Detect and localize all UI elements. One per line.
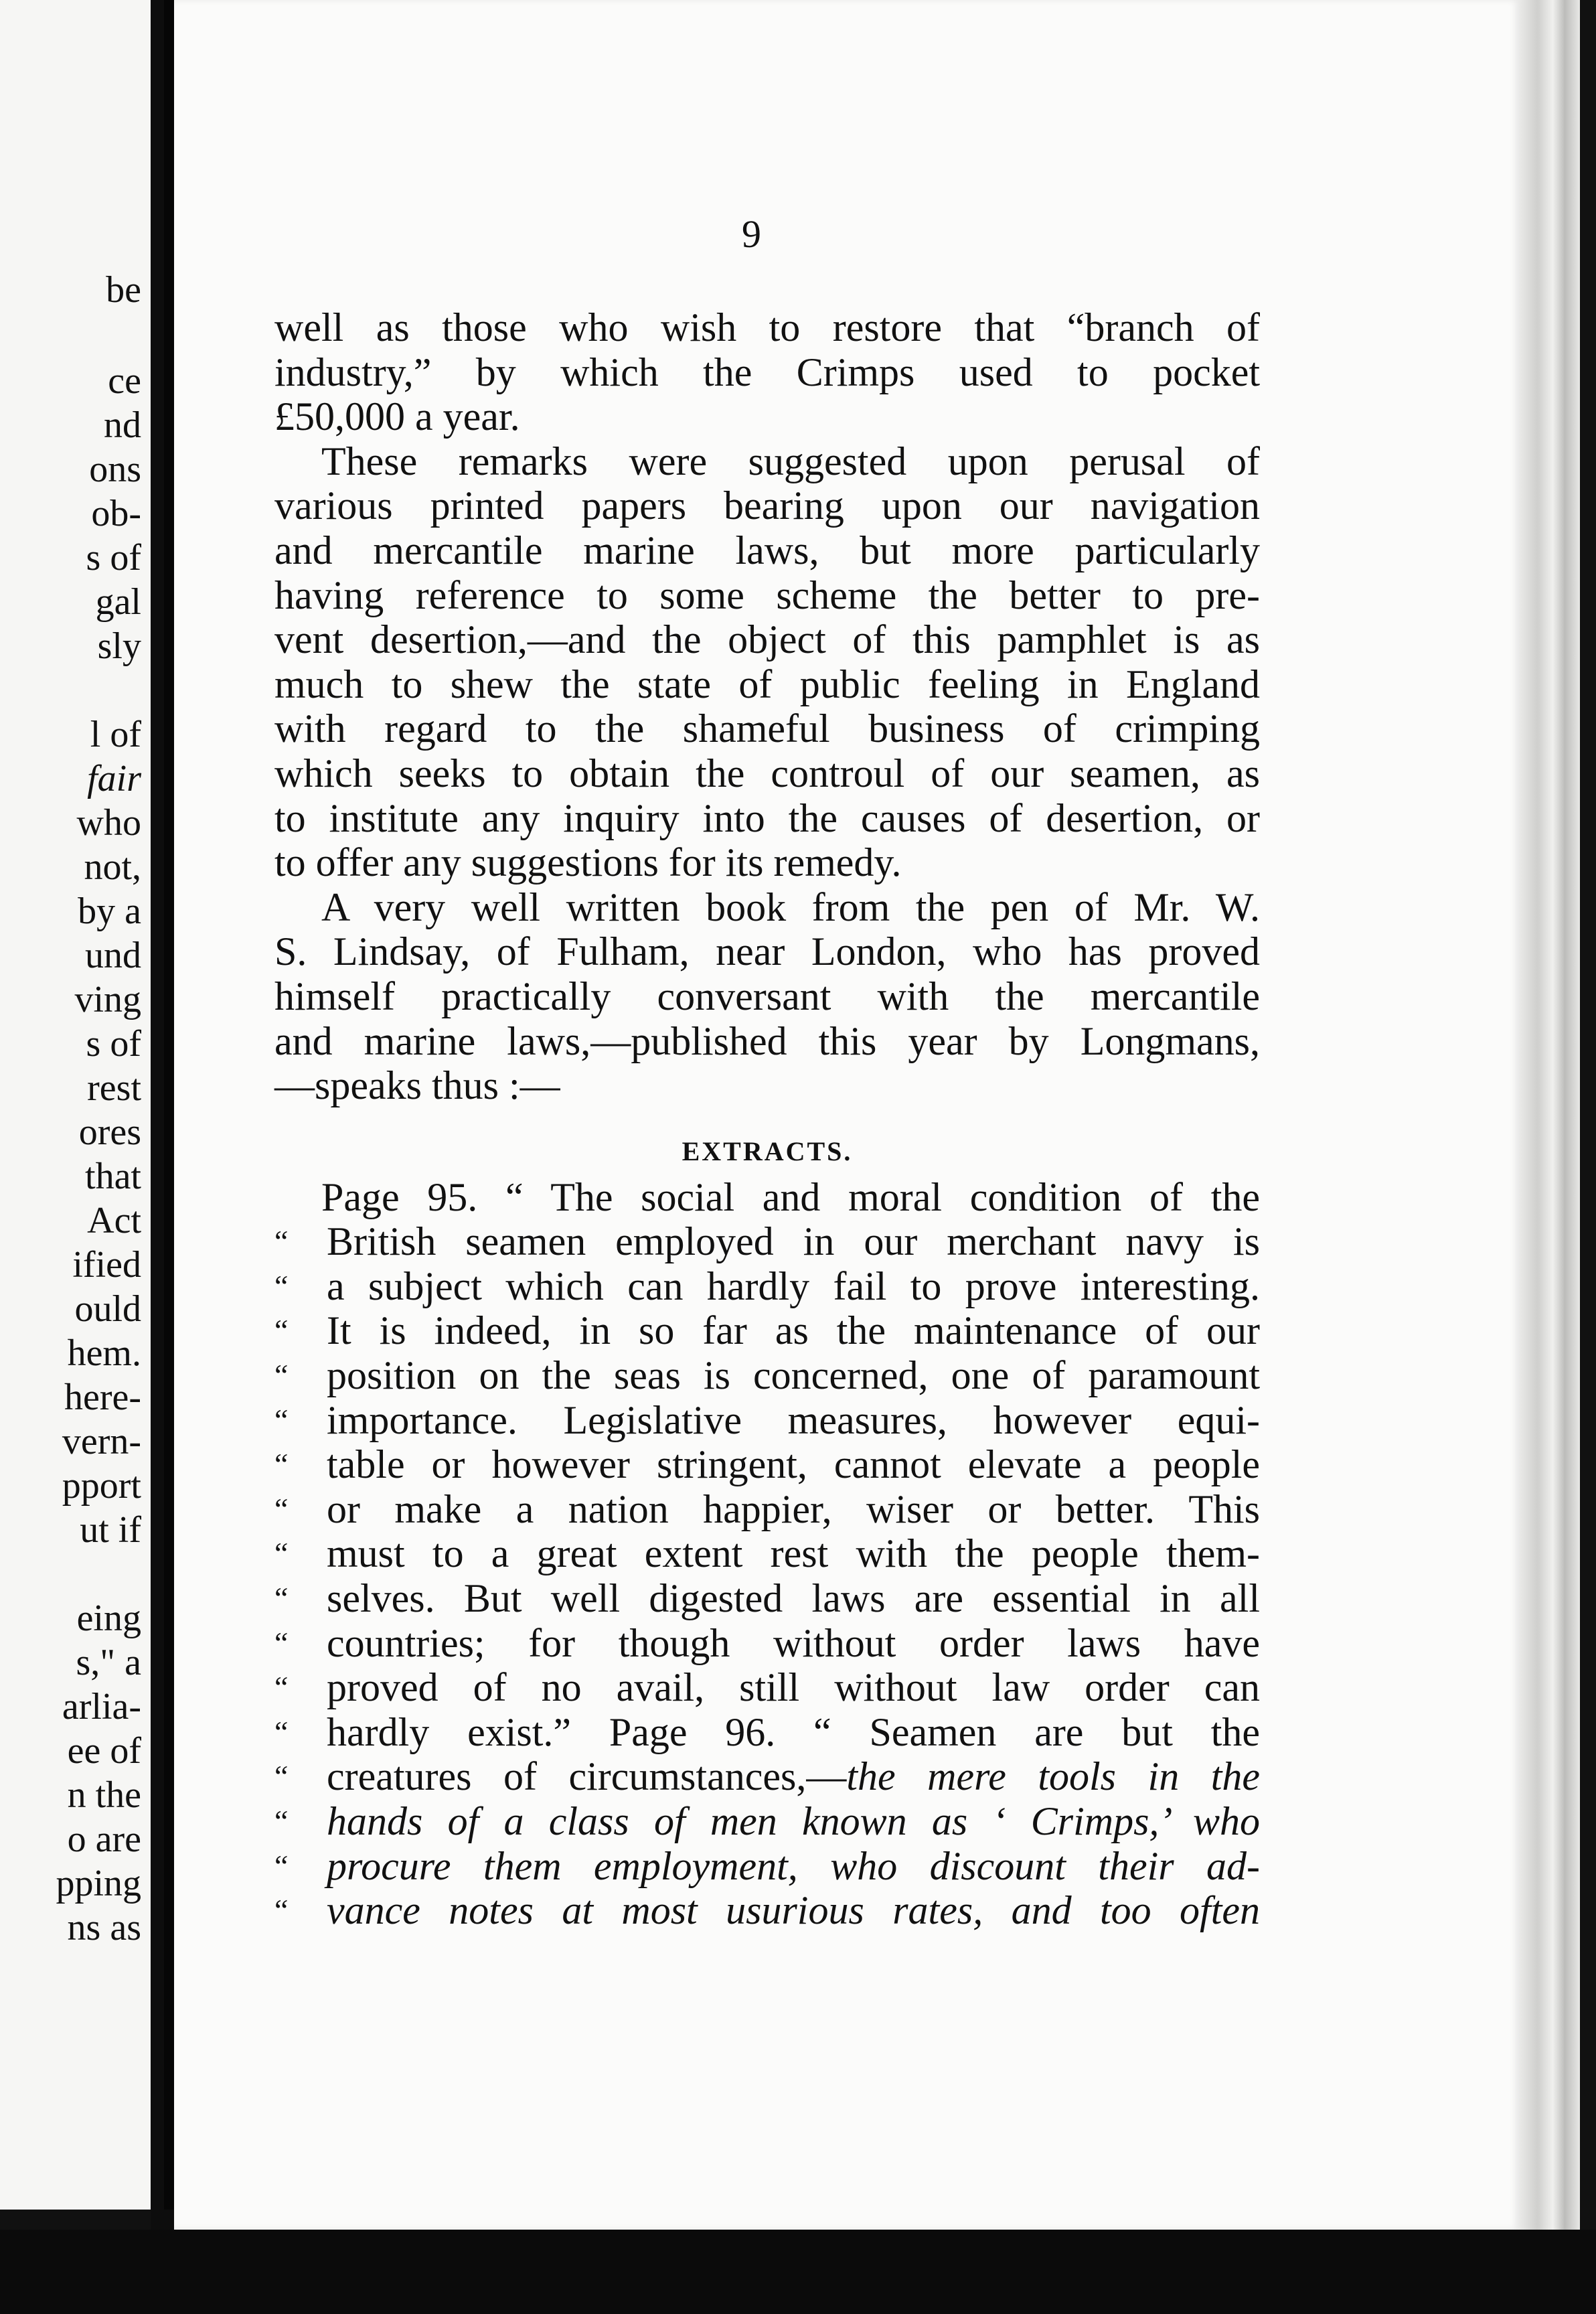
fragment: ee of	[67, 1730, 141, 1772]
extract-line	[274, 1398, 1260, 1443]
fragment: und	[85, 935, 141, 976]
extract-line	[274, 1308, 1260, 1353]
page-body	[274, 305, 1260, 1933]
text-line: and mercantile marine laws, but more particularly	[274, 528, 1260, 572]
extract-line	[274, 1665, 1260, 1710]
fragment: s of	[86, 1023, 141, 1065]
extract-text	[327, 1754, 1260, 1799]
extract-text: or make a nation happier, wiser or better. This	[327, 1486, 1260, 1531]
text-line: with regard to the shameful business of crimping	[274, 706, 1260, 751]
extract-text: must to a great extent rest with the people them-	[327, 1531, 1260, 1576]
fragment: Act	[87, 1200, 141, 1241]
fragment: s," a	[76, 1642, 141, 1683]
text-line: much to shew the state of public feeling in England	[274, 662, 1260, 706]
fragment: ob-	[91, 493, 141, 534]
quote-mark: “	[274, 1358, 289, 1393]
quote-mark: “	[274, 1313, 289, 1348]
fragment: pport	[62, 1465, 141, 1507]
fragment: ving	[74, 979, 141, 1020]
extract-line	[274, 1264, 1260, 1309]
fragment: here-	[64, 1377, 141, 1418]
extract-text: hardly exist.” Page 96. “ Seamen are but the	[327, 1709, 1260, 1754]
extract-text: vance notes at most usurious rates, and too often	[327, 1888, 1260, 1933]
extract-line	[274, 1888, 1260, 1933]
fragment: nd	[104, 404, 141, 446]
text-line: himself practically conversant with the mercantile	[274, 974, 1260, 1018]
extract-text: table or however stringent, cannot elevate a people	[327, 1442, 1260, 1487]
extract-text: a subject which can hardly fail to prove interesting.	[327, 1263, 1260, 1308]
fragment: by a	[78, 891, 141, 932]
quote-mark: “	[274, 1536, 289, 1571]
text-line: £50,000 a year.	[274, 394, 520, 439]
quote-mark: “	[274, 1625, 289, 1660]
fragment: n the	[67, 1774, 141, 1816]
fragment: that	[85, 1156, 141, 1197]
text-line: —speaks thus :—	[274, 1063, 560, 1108]
fragment: ons	[89, 449, 141, 490]
quote-mark: “	[274, 1224, 289, 1259]
page-number: 9	[742, 212, 761, 256]
extract-line	[274, 1576, 1260, 1621]
extract-line: Page 95. “ The social and moral condition of the	[321, 1174, 1260, 1219]
text-line: S. Lindsay, of Fulham, near London, who has proved	[274, 929, 1260, 974]
fragment: ce	[108, 360, 141, 402]
fragment: gal	[95, 581, 141, 623]
fragment: ut if	[80, 1509, 141, 1551]
fragment: ns as	[67, 1907, 141, 1948]
text-line: and marine laws,—published this year by Longmans,	[274, 1018, 1260, 1063]
text-line: to offer any suggestions for its remedy.	[274, 840, 902, 885]
extract-text-plain: creatures of circumstances,—	[327, 1754, 847, 1799]
fragment: who	[76, 802, 141, 844]
extract-line	[274, 1353, 1260, 1398]
quote-mark: “	[274, 1759, 289, 1794]
extract-text: hands of a class of men known as ‘ Crimps,’ who	[327, 1799, 1260, 1843]
text-line: to institute any inquiry into the causes of desertion, or	[274, 795, 1260, 840]
extract-text: proved of no avail, still without law order can	[327, 1665, 1260, 1710]
extract-text: procure them employment, who discount their ad-	[327, 1843, 1260, 1888]
text-line: which seeks to obtain the controul of our seamen, as	[274, 751, 1260, 795]
fragment: hem.	[67, 1332, 141, 1374]
quote-mark: “	[274, 1670, 289, 1705]
extract-text: countries; for though without order laws have	[327, 1620, 1260, 1665]
previous-page-fragment	[0, 0, 151, 2210]
extract-line	[274, 1442, 1260, 1487]
quote-mark: “	[274, 1268, 289, 1303]
quote-mark: “	[274, 1804, 289, 1838]
fragment: ores	[78, 1111, 141, 1153]
text-line: various printed papers bearing upon our navigation	[274, 483, 1260, 528]
extract-line	[274, 1219, 1260, 1264]
extract-text: It is indeed, in so far as the maintenance of our	[327, 1308, 1260, 1353]
fragment: pping	[56, 1863, 141, 1904]
extract-line	[274, 1799, 1260, 1844]
text-line: industry,” by which the Crimps used to pocket	[274, 350, 1260, 394]
fragment: ified	[72, 1244, 141, 1286]
quote-mark: “	[274, 1447, 289, 1482]
extract-line	[274, 1710, 1260, 1755]
scan-background	[0, 2230, 1596, 2314]
quote-mark: “	[274, 1402, 289, 1437]
fragment: fair	[87, 758, 141, 799]
extract-line	[274, 1531, 1260, 1576]
fragment: o are	[67, 1819, 141, 1860]
extract-line	[274, 1754, 1260, 1799]
page-stack-edge	[1520, 0, 1580, 2236]
fragment: be	[106, 269, 141, 311]
extract-text: British seamen employed in our merchant navy is	[327, 1219, 1260, 1264]
text-line: having reference to some scheme the better to pre-	[274, 572, 1260, 617]
extract-text: importance. Legislative measures, however equi-	[327, 1397, 1260, 1442]
fragment: arlia-	[62, 1686, 141, 1727]
fragment: ould	[74, 1288, 141, 1330]
fragment: l of	[90, 714, 141, 755]
fragment: s of	[86, 537, 141, 578]
quote-mark: “	[274, 1714, 289, 1749]
quote-mark: “	[274, 1581, 289, 1616]
fragment: not,	[84, 846, 141, 888]
quote-mark: “	[274, 1848, 289, 1883]
quote-mark: “	[274, 1491, 289, 1526]
text-line: vent desertion,—and the object of this pamphlet is as	[274, 617, 1260, 662]
quote-mark: “	[274, 1893, 289, 1928]
fragment: vern-	[62, 1421, 141, 1462]
section-heading: EXTRACTS.	[682, 1136, 853, 1166]
fragment: rest	[87, 1067, 141, 1109]
fragment: sly	[97, 625, 141, 667]
extract-line	[274, 1487, 1260, 1532]
extract-text: selves. But well digested laws are essential in all	[327, 1576, 1260, 1621]
fragment: eing	[76, 1598, 141, 1639]
text-line: well as those who wish to restore that “branch of	[274, 305, 1260, 350]
extract-line	[274, 1621, 1260, 1666]
extract-text-italic: the mere tools in the	[846, 1754, 1260, 1799]
text-line: These remarks were suggested upon perusal of	[321, 439, 1260, 483]
text-line: A very well written book from the pen of Mr. W.	[321, 884, 1260, 929]
extract-line	[274, 1844, 1260, 1889]
extract-text: position on the seas is concerned, one of paramount	[327, 1353, 1260, 1398]
